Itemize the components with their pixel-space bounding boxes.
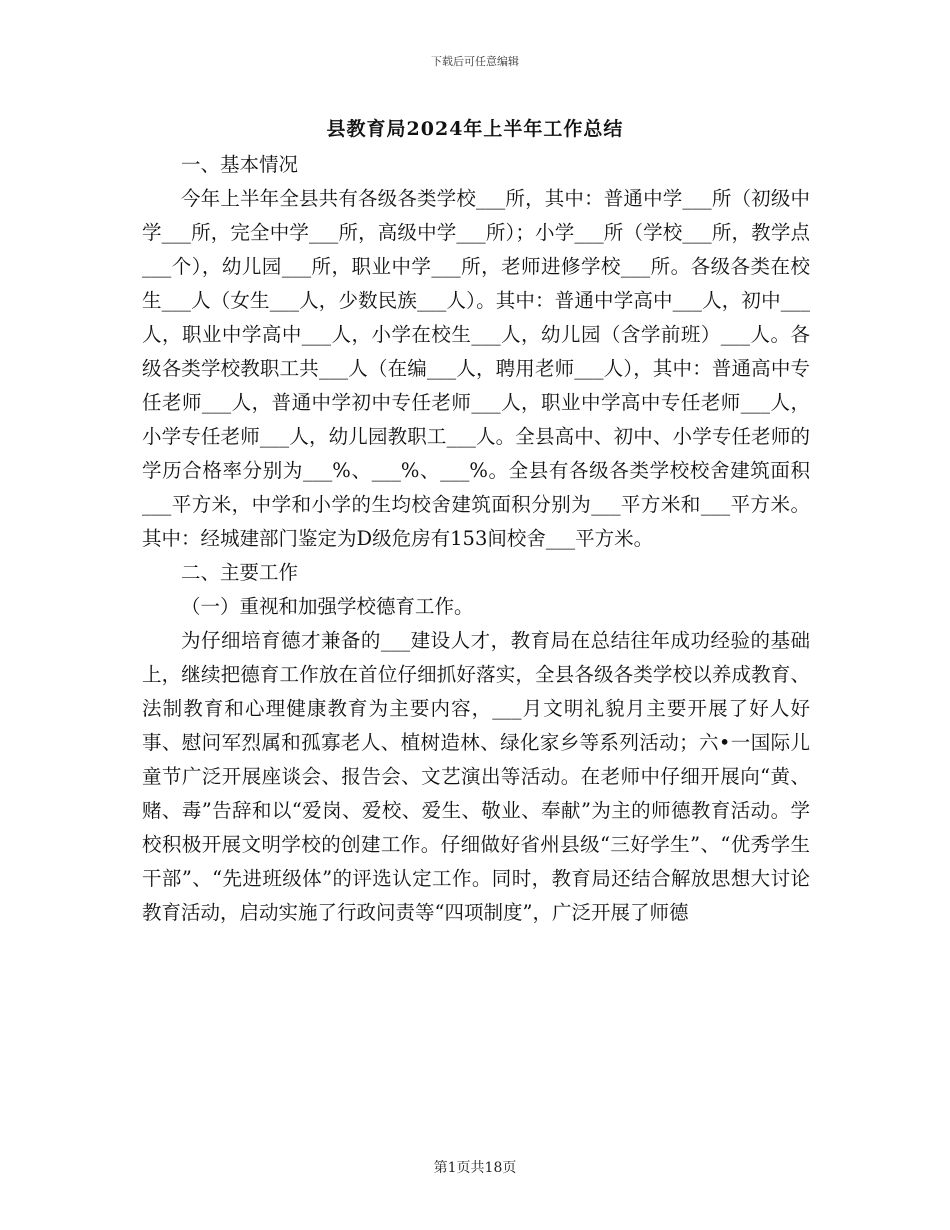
header-note: 下载后可任意编辑 [431,55,519,68]
document-title: 县教育局2024年上半年工作总结 [326,118,624,140]
section-1-heading: 一、基本情况 [181,153,299,176]
section-2-paragraph: 为仔细培育德才兼备的___建设人才，教育局在总结往年成功经验的基础上，继续把德育工作放在首位仔细抓好落实，全县各级各类学校以养成教育、法制教育和心理健康教育为主要内容，___月文明礼貌月主要开展了好人好事、慰问军烈属和孤寡老人、植树造林、绿化家乡等系列活动；六•一国际儿童节广泛开展座谈会、报告会、文艺演出等活动。在老师中仔细开展向“黄、赌、毒”告辞和以“爱岗、爱校、爱生、敬业、奉献”为主的师德教育活动。学校积极开展文明学校的创建工作。仔细做好省州县级“三好学生”、“优秀学生干部”、“先进班级体”的评选认定工作。同时，教育局还结合解放思想大讨论教育活动，启动实施了行政问责等“四项制度”，广泛开展了师德 [142,629,810,924]
section-1-paragraph: 今年上半年全县共有各级各类学校___所，其中：普通中学___所（初级中学___所，完全中学___所，高级中学___所）；小学___所（学校___所，教学点___个），幼儿园___所，职业中学___所，老师进修学校___所。各级各类在校生___人（女生___人，少数民族___人）。其中：普通中学高中___人，初中___人，职业中学高中___人，小学在校生___人，幼儿园（含学前班）___人。各级各类学校教职工共___人（在编___人，聘用老师___人），其中：普通高中专任老师___人，普通中学初中专任老师___人，职业中学高中专任老师___人，小学专任老师___人，幼儿园教职工___人。全县高中、初中、小学专任老师的学历合格率分别为___%、___%、___%。全县有各级各类学校校舍建筑面积___平方米，中学和小学的生均校舍建筑面积分别为___平方米和___平方米。其中：经城建部门鉴定为D级危房有153间校舍___平方米。 [142,187,810,550]
page-number: 第1页共18页 [433,1160,517,1176]
document-body [142,148,810,930]
section-2-heading: 二、主要工作 [181,561,299,584]
section-2-subheading-1: （一）重视和加强学校德育工作。 [181,595,474,618]
